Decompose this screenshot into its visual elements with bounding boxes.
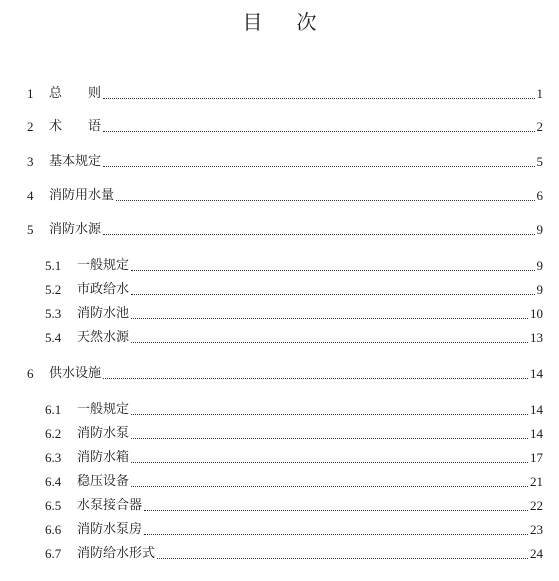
title-char-2: 次: [296, 10, 317, 34]
entry-number: 4: [27, 188, 34, 203]
toc-subentry[interactable]: [45, 494, 543, 514]
entry-page: 9: [536, 258, 543, 273]
dot-leader: [116, 200, 534, 201]
toc-entry[interactable]: [27, 218, 543, 238]
entry-number: 6.7: [45, 546, 62, 561]
entry-number: 5.4: [45, 330, 62, 345]
toc-subentry[interactable]: [45, 254, 543, 274]
entry-page: 2: [536, 119, 543, 134]
dot-leader: [103, 131, 534, 132]
dot-leader: [103, 166, 534, 167]
entry-number: 3: [27, 154, 34, 169]
entry-label: 消防给水形式: [77, 546, 156, 561]
entry-page: 14: [530, 426, 543, 441]
entry-page: 24: [530, 546, 543, 561]
entry-number: 6.3: [45, 450, 62, 465]
entry-label: 消防水箱: [77, 450, 130, 465]
dot-leader: [144, 534, 528, 535]
dot-leader: [103, 234, 534, 235]
entry-number: 5: [27, 222, 34, 237]
toc-subentry[interactable]: [45, 422, 543, 442]
dot-leader: [131, 294, 534, 295]
entry-number: 6: [27, 366, 34, 381]
entry-label: 一般规定: [77, 258, 130, 273]
entry-label: 消防用水量: [49, 188, 115, 203]
entry-label: 水泵接合器: [77, 498, 143, 513]
entry-label: 市政给水: [77, 282, 130, 297]
entry-page: 22: [530, 498, 543, 513]
entry-number: 1: [27, 86, 34, 101]
dot-leader: [131, 342, 528, 343]
entry-label: 消防水源: [49, 222, 102, 237]
toc-entry[interactable]: [27, 150, 543, 170]
toc-entry[interactable]: [27, 115, 543, 135]
dot-leader: [131, 270, 534, 271]
entry-number: 5.1: [45, 258, 62, 273]
entry-number: 6.2: [45, 426, 62, 441]
entry-label: 总 则: [49, 86, 102, 101]
entry-label: 消防水泵房: [77, 522, 143, 537]
dot-leader: [131, 486, 528, 487]
entry-page: 1: [536, 86, 543, 101]
dot-leader: [103, 378, 528, 379]
page-title: [0, 6, 559, 35]
toc-subentry[interactable]: [45, 302, 543, 322]
entry-label: 一般规定: [77, 402, 130, 417]
entry-page: 5: [536, 154, 543, 169]
entry-page: 6: [536, 188, 543, 203]
toc-subentry[interactable]: [45, 278, 543, 298]
toc-entry[interactable]: [27, 184, 543, 204]
entry-label: 术 语: [49, 119, 102, 134]
dot-leader: [103, 98, 534, 99]
entry-number: 6.4: [45, 474, 62, 489]
entry-page: 10: [530, 306, 543, 321]
entry-label: 基本规定: [49, 154, 102, 169]
entry-label: 消防水泵: [77, 426, 130, 441]
dot-leader: [157, 558, 528, 559]
entry-number: 2: [27, 119, 34, 134]
dot-leader: [131, 438, 528, 439]
toc-subentry[interactable]: [45, 518, 543, 538]
dot-leader: [131, 462, 528, 463]
entry-label: 供水设施: [49, 366, 102, 381]
entry-number: 5.3: [45, 306, 62, 321]
entry-number: 6.6: [45, 522, 62, 537]
toc-subentry[interactable]: [45, 398, 543, 418]
entry-page: 23: [530, 522, 543, 537]
entry-page: 17: [530, 450, 543, 465]
entry-page: 13: [530, 330, 543, 345]
toc-subentry[interactable]: [45, 542, 543, 562]
entry-label: 消防水池: [77, 306, 130, 321]
title-char-1: 目: [242, 10, 263, 34]
dot-leader: [131, 318, 528, 319]
dot-leader: [144, 510, 528, 511]
entry-label: 天然水源: [77, 330, 130, 345]
toc-entry[interactable]: [27, 82, 543, 102]
entry-page: 14: [530, 366, 543, 381]
dot-leader: [131, 414, 528, 415]
entry-page: 21: [530, 474, 543, 489]
entry-number: 6.1: [45, 402, 62, 417]
toc-entry[interactable]: [27, 362, 543, 382]
entry-number: 5.2: [45, 282, 62, 297]
entry-number: 6.5: [45, 498, 62, 513]
toc-subentry[interactable]: [45, 446, 543, 466]
entry-page: 9: [536, 222, 543, 237]
entry-label: 稳压设备: [77, 474, 130, 489]
entry-page: 14: [530, 402, 543, 417]
entry-page: 9: [536, 282, 543, 297]
toc-subentry[interactable]: [45, 470, 543, 490]
toc-subentry[interactable]: [45, 326, 543, 346]
